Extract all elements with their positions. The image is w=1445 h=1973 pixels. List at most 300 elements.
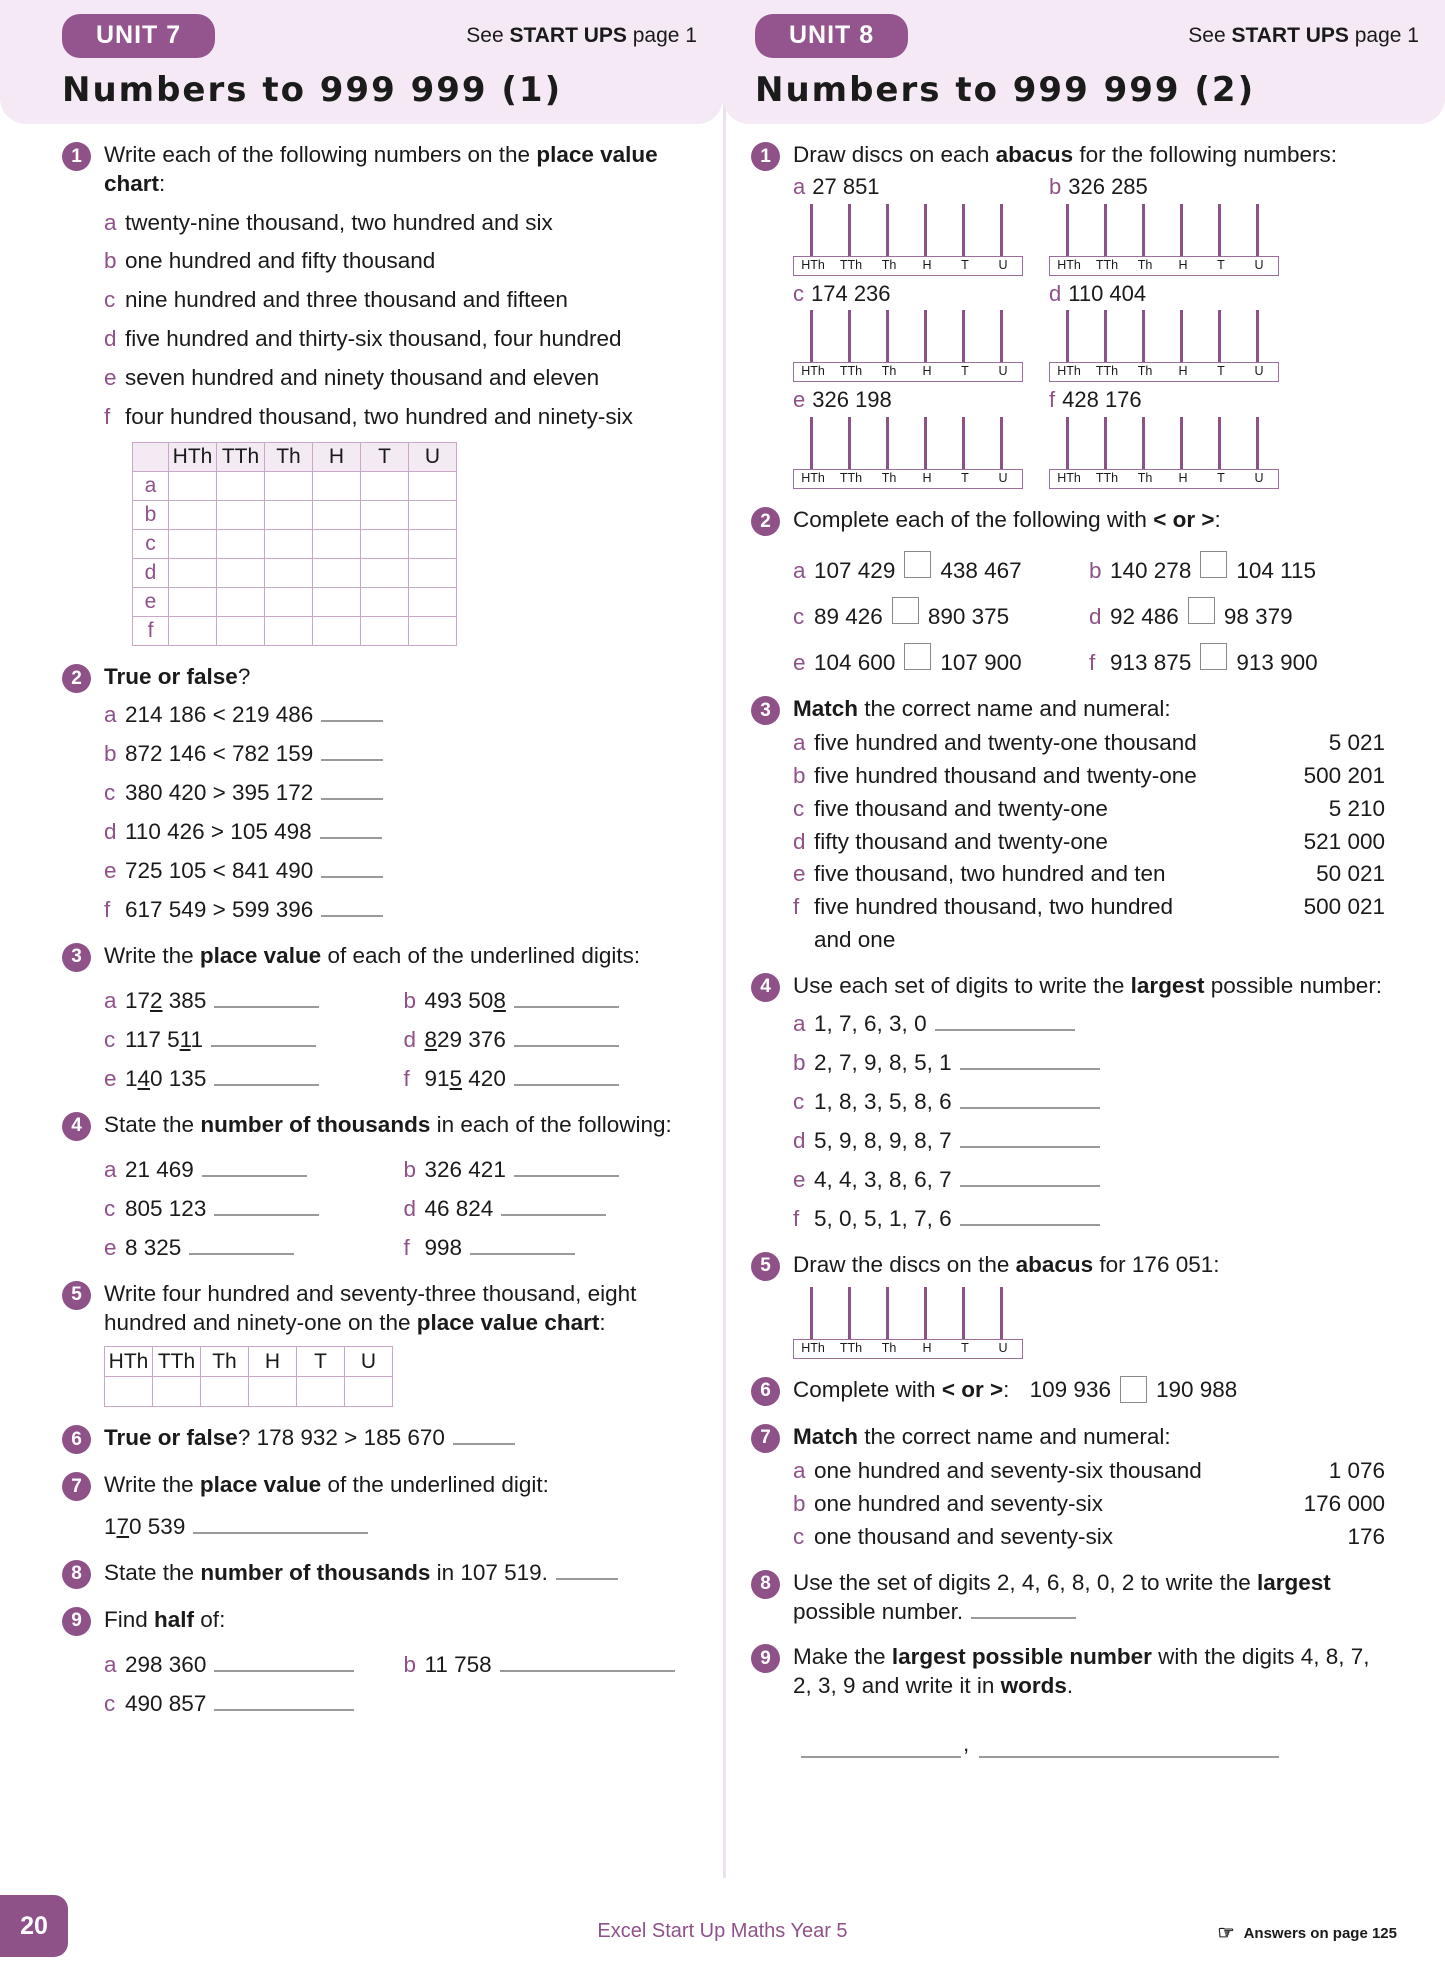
abacus-base-labels: HTh TTh Th H T U: [1049, 362, 1279, 382]
list-item: [793, 1204, 1385, 1234]
compare-left: 104 600: [814, 650, 896, 676]
item-text: seven hundred and ninety thousand and eleven: [125, 365, 600, 391]
item-number: 298 360: [125, 1651, 207, 1677]
answer-blank[interactable]: [214, 1071, 319, 1086]
abacus-base-labels: HTh TTh Th H T U: [793, 362, 1023, 382]
item-text: nine hundred and three thousand and fifteen: [125, 287, 568, 313]
answer-blank[interactable]: [514, 1162, 619, 1177]
answer-cell[interactable]: [345, 1377, 393, 1407]
match-name-text[interactable]: five thousand, two hundred and ten: [814, 861, 1166, 887]
answer-blank[interactable]: [214, 993, 319, 1008]
list-item: [104, 1689, 404, 1719]
q9-right-text: Make the largest possible number with the digits 4, 8, 7, 2, 3, 9 and write it in words.: [793, 1644, 1370, 1699]
question-2-right: [751, 505, 1385, 678]
unit8-badge: UNIT 8: [755, 14, 908, 58]
abacus-diagram[interactable]: [793, 204, 1023, 276]
question-1-left: [62, 140, 703, 646]
question-6-left: [62, 1423, 703, 1454]
answer-blank[interactable]: [202, 1162, 307, 1177]
answer-blank[interactable]: [514, 1071, 619, 1086]
answer-blank[interactable]: [321, 707, 383, 722]
q2-right-items: [793, 540, 1385, 678]
answer-blank[interactable]: [470, 1240, 575, 1255]
answer-blank[interactable]: [320, 824, 382, 839]
compare-left: 913 875: [1110, 650, 1192, 676]
answer-cell[interactable]: [409, 472, 457, 501]
row-label: f: [133, 617, 169, 646]
q4-left-text: State the number of thousands in each of the following:: [104, 1111, 672, 1137]
item-number: 140 135: [125, 1065, 207, 1091]
answer-blank[interactable]: [960, 1211, 1100, 1226]
question-7-right: [751, 1422, 1385, 1552]
item-digits: 4, 4, 3, 8, 6, 7: [814, 1166, 952, 1192]
answer-blank[interactable]: [214, 1657, 354, 1672]
item-number: 326 421: [424, 1157, 506, 1183]
list-item: [1089, 551, 1385, 586]
q7-left-value: [104, 1512, 703, 1542]
answer-blank[interactable]: [514, 993, 619, 1008]
answers-reference: [1218, 1922, 1397, 1945]
list-item: [793, 1165, 1385, 1195]
match-numeral[interactable]: 176: [1347, 1523, 1385, 1549]
answer-cell[interactable]: [361, 472, 409, 501]
list-item: [104, 817, 703, 847]
item-letter: b: [1049, 174, 1062, 200]
item-letter: e: [104, 365, 117, 391]
column-header: U: [345, 1347, 393, 1377]
answer-blank[interactable]: [211, 1032, 316, 1047]
item-text: 725 105 < 841 490: [125, 857, 314, 883]
match-numeral[interactable]: 500 201: [1303, 763, 1385, 789]
answer-cell[interactable]: [105, 1377, 153, 1407]
compare-right: 913 900: [1236, 650, 1318, 676]
question-2-left: [62, 662, 703, 925]
item-letter: c: [104, 1026, 116, 1052]
item-letter: f: [104, 404, 111, 430]
item-letter: b: [403, 988, 417, 1014]
list-item: [404, 1194, 704, 1224]
abacus-base-labels: HTh TTh Th H T U: [1049, 469, 1279, 489]
question-number: 8: [62, 1560, 91, 1589]
match-name-text[interactable]: fifty thousand and twenty-one: [814, 828, 1108, 854]
item-letter: c: [793, 1523, 805, 1549]
item-letter: a: [793, 1011, 806, 1037]
abacus-row-ab: [793, 173, 1385, 276]
answer-cell[interactable]: [361, 617, 409, 646]
list-item-continuation: [793, 926, 1385, 955]
table-row: [105, 1377, 393, 1407]
answer-blank[interactable]: [453, 1430, 515, 1445]
answer-blank[interactable]: [214, 1201, 319, 1216]
answer-cell[interactable]: [313, 530, 361, 559]
answer-cell[interactable]: [169, 617, 217, 646]
comparison-box[interactable]: [892, 597, 919, 624]
q8-left-text: State the number of thousands in 107 519.: [104, 1559, 548, 1585]
list-item: [793, 1048, 1385, 1078]
item-number: 170 539: [104, 1513, 186, 1539]
answer-cell[interactable]: [361, 588, 409, 617]
answer-cell[interactable]: [169, 501, 217, 530]
item-letter: d: [104, 819, 117, 845]
question-3-right: [751, 694, 1385, 955]
match-name-continuation: and one: [814, 927, 896, 953]
answer-blank[interactable]: [214, 1696, 354, 1711]
list-item: [793, 1490, 1385, 1519]
answer-blank[interactable]: [960, 1094, 1100, 1109]
item-text: 872 146 < 782 159: [125, 741, 314, 767]
question-3-left: [62, 941, 703, 1094]
answer-cell[interactable]: [265, 559, 313, 588]
answer-cell[interactable]: [169, 530, 217, 559]
item-letter: a: [793, 558, 806, 584]
abacus-rods: [793, 1287, 1023, 1339]
item-digits: 1, 7, 6, 3, 0: [814, 1011, 927, 1037]
list-item: [104, 895, 703, 925]
answer-blank[interactable]: [500, 1657, 675, 1672]
q3-left-items: [104, 977, 703, 1094]
q6-left-text: True or false? 178 932 > 185 670: [104, 1425, 445, 1451]
item-letter: b: [1089, 558, 1102, 584]
comparison-box[interactable]: [1188, 597, 1215, 624]
answer-cell[interactable]: [409, 588, 457, 617]
item-letter: c: [793, 795, 805, 821]
item-number: 110 404: [1068, 280, 1147, 306]
match-name-text[interactable]: five hundred thousand and twenty-one: [814, 763, 1197, 789]
item-letter: e: [793, 387, 806, 413]
match-numeral[interactable]: 521 000: [1303, 828, 1385, 854]
row-label: d: [133, 559, 169, 588]
compare-right: 107 900: [940, 650, 1022, 676]
list-item: [404, 1064, 704, 1094]
compare-right: 104 115: [1236, 558, 1317, 584]
answer-cell[interactable]: [265, 501, 313, 530]
question-number: 8: [751, 1570, 780, 1599]
q2-left-items: [104, 700, 703, 925]
q5-right-text: Draw the discs on the abacus for 176 051:: [793, 1251, 1220, 1277]
abacus-base-labels: HTh TTh Th H T U: [793, 469, 1023, 489]
match-numeral[interactable]: 500 021: [1303, 894, 1385, 920]
abacus-item-b: [1049, 173, 1279, 276]
match-numeral[interactable]: 50 021: [1316, 861, 1385, 887]
list-item: [104, 700, 703, 730]
item-letter: a: [104, 988, 117, 1014]
item-letter: b: [403, 1651, 417, 1677]
abacus-rods: [793, 417, 1023, 469]
answer-blank[interactable]: [501, 1201, 606, 1216]
q1-left-items: [104, 208, 703, 433]
q4-right-items: [793, 1009, 1385, 1234]
question-9-left: [62, 1605, 703, 1719]
item-digits: 5, 9, 8, 9, 8, 7: [814, 1127, 952, 1153]
match-numeral[interactable]: 5 021: [1328, 730, 1385, 756]
answer-cell[interactable]: [201, 1377, 249, 1407]
q7-right-match-list: [793, 1457, 1385, 1551]
match-name-text[interactable]: one hundred and seventy-six: [814, 1490, 1103, 1516]
item-letter: b: [793, 1050, 806, 1076]
abacus-diagram[interactable]: [793, 417, 1023, 489]
list-item: [793, 1126, 1385, 1156]
answer-cell[interactable]: [361, 559, 409, 588]
list-item: [793, 893, 1385, 922]
answer-cell[interactable]: [409, 617, 457, 646]
list-item: [793, 828, 1385, 857]
item-letter: d: [104, 326, 117, 352]
answer-cell[interactable]: [217, 617, 265, 646]
question-number: 5: [751, 1252, 780, 1281]
answer-blank[interactable]: [971, 1604, 1076, 1619]
answer-cell[interactable]: [217, 588, 265, 617]
list-item: [104, 1194, 404, 1224]
comparison-box[interactable]: [1200, 551, 1227, 578]
item-letter: b: [793, 1490, 806, 1516]
answer-blank[interactable]: [960, 1172, 1100, 1187]
item-letter: d: [403, 1026, 417, 1052]
comparison-box[interactable]: [1200, 643, 1227, 670]
match-name-text[interactable]: one hundred and seventy-six thousand: [814, 1458, 1202, 1484]
underlined-digit: 4: [137, 1065, 151, 1091]
item-digits: 1, 8, 3, 5, 8, 6: [814, 1088, 952, 1114]
answer-blank[interactable]: [189, 1240, 294, 1255]
comparison-box[interactable]: [904, 551, 931, 578]
answer-cell[interactable]: [169, 472, 217, 501]
table-row: [133, 617, 457, 646]
item-number: 21 469: [125, 1157, 194, 1183]
unit7-badge: UNIT 7: [62, 14, 215, 58]
column-header: TTh: [153, 1347, 201, 1377]
question-number: 1: [751, 142, 780, 171]
compare-left: 92 486: [1110, 604, 1179, 630]
answer-cell[interactable]: [361, 501, 409, 530]
answer-blank[interactable]: [321, 902, 383, 917]
answer-cell[interactable]: [265, 588, 313, 617]
answer-cell[interactable]: [313, 501, 361, 530]
right-column-unit8: [723, 0, 1445, 1880]
row-label: c: [133, 530, 169, 559]
answer-blank[interactable]: [801, 1743, 961, 1758]
table-row: [133, 472, 457, 501]
list-item: [104, 1155, 404, 1185]
q4-right-text: Use each set of digits to write the largest possible number:: [793, 972, 1383, 998]
item-letter: b: [403, 1157, 417, 1183]
item-letter: a: [104, 209, 117, 235]
table-row: [133, 530, 457, 559]
table-row: [133, 501, 457, 530]
item-letter: c: [104, 780, 116, 806]
item-number: 172 385: [125, 988, 207, 1014]
item-letter: f: [1049, 387, 1056, 413]
list-item: [104, 324, 703, 354]
item-text: one hundred and fifty thousand: [125, 248, 436, 274]
q7-left-text: Write the place value of the underlined digit:: [104, 1472, 549, 1498]
item-letter: c: [104, 1196, 116, 1221]
match-name-text[interactable]: five thousand and twenty-one: [814, 795, 1108, 821]
abacus-rods: [793, 204, 1023, 256]
match-name-text[interactable]: five hundred thousand, two hundred: [814, 894, 1174, 920]
answer-blank[interactable]: [935, 1016, 1075, 1031]
place-value-chart-q1[interactable]: [132, 442, 457, 646]
list-item: [793, 795, 1385, 824]
item-number: 8 325: [125, 1234, 182, 1260]
abacus-row-cd: [793, 280, 1385, 383]
item-letter: e: [793, 861, 806, 887]
question-number: 3: [62, 943, 91, 972]
answer-cell[interactable]: [313, 559, 361, 588]
abacus-item-d: [1049, 280, 1279, 383]
list-item: [793, 1087, 1385, 1117]
answer-blank[interactable]: [979, 1743, 1279, 1758]
comparison-box[interactable]: [904, 643, 931, 670]
unit7-see-startups: See START UPS page 1: [466, 24, 697, 47]
column-header: H: [249, 1347, 297, 1377]
question-number: 3: [751, 696, 780, 725]
question-number: 6: [751, 1377, 780, 1406]
compare-right: 190 988: [1155, 1376, 1238, 1402]
answer-blank[interactable]: [960, 1133, 1100, 1148]
answer-cell[interactable]: [313, 617, 361, 646]
answer-blank[interactable]: [193, 1519, 368, 1534]
answer-cell[interactable]: [217, 501, 265, 530]
abacus-diagram-q5[interactable]: [793, 1287, 1023, 1359]
item-letter: c: [104, 287, 116, 313]
answer-cell[interactable]: [313, 472, 361, 501]
q3-right-text: Match the correct name and numeral:: [793, 696, 1171, 722]
compare-left: 109 936: [1029, 1376, 1111, 1402]
match-name-text[interactable]: five hundred and twenty-one thousand: [814, 730, 1197, 756]
question-number: 9: [62, 1607, 91, 1636]
q8-right-text: Use the set of digits 2, 4, 6, 8, 0, 2 to write the largest possible number.: [793, 1569, 1331, 1624]
answer-cell[interactable]: [217, 530, 265, 559]
underlined-digit: 8: [424, 1026, 438, 1052]
answer-cell[interactable]: [409, 559, 457, 588]
list-item: [104, 1025, 404, 1055]
answer-cell[interactable]: [361, 530, 409, 559]
compare-right: 890 375: [927, 604, 1010, 630]
answer-cell[interactable]: [313, 588, 361, 617]
list-item: [793, 551, 1089, 586]
item-letter: f: [403, 1234, 410, 1260]
abacus-diagram[interactable]: [793, 310, 1023, 382]
q9-right-answer-lines: ,: [793, 1729, 1385, 1758]
answer-cell[interactable]: [169, 559, 217, 588]
underlined-digit: 5: [449, 1065, 463, 1091]
item-letter: b: [793, 763, 806, 789]
match-numeral[interactable]: 1 076: [1328, 1458, 1385, 1484]
list-item: [1089, 643, 1385, 678]
q9-left-text: Find half of:: [104, 1606, 226, 1632]
question-number: 2: [62, 664, 91, 693]
list-item: [404, 1025, 704, 1055]
abacus-item-c: [793, 280, 1023, 383]
list-item: [104, 1233, 404, 1263]
list-item: [104, 739, 703, 769]
list-item: [104, 1064, 404, 1094]
answer-cell[interactable]: [409, 501, 457, 530]
answer-cell[interactable]: [169, 588, 217, 617]
underlined-digit: 2: [150, 988, 163, 1014]
column-header: H: [313, 443, 361, 472]
item-number: 998: [424, 1234, 463, 1260]
q1-right-text: Draw discs on each abacus for the following numbers:: [793, 142, 1338, 167]
match-name-text[interactable]: one thousand and seventy-six: [814, 1523, 1113, 1549]
answer-cell[interactable]: [153, 1377, 201, 1407]
match-numeral[interactable]: 5 210: [1328, 795, 1385, 821]
answer-blank[interactable]: [556, 1565, 618, 1580]
answer-blank[interactable]: [321, 785, 383, 800]
answer-cell[interactable]: [217, 559, 265, 588]
book-title-footer: Excel Start Up Maths Year 5: [597, 1920, 848, 1942]
abacus-item-e: [793, 386, 1023, 489]
answer-blank[interactable]: [514, 1032, 619, 1047]
list-item: [104, 285, 703, 315]
answer-blank[interactable]: [321, 863, 383, 878]
answer-cell[interactable]: [409, 530, 457, 559]
unit7-header: [0, 0, 723, 124]
q1-left-text: Write each of the following numbers on the place value chart:: [104, 142, 658, 197]
answer-cell[interactable]: [217, 472, 265, 501]
unit7-title: Numbers to 999 999 (1): [62, 70, 563, 110]
item-text: four hundred thousand, two hundred and ninety-six: [125, 404, 633, 430]
column-header: TTh: [217, 443, 265, 472]
question-number: 6: [62, 1425, 91, 1454]
compare-left: 89 426: [814, 604, 883, 630]
question-4-left: [62, 1110, 703, 1263]
answer-cell[interactable]: [297, 1377, 345, 1407]
answer-cell[interactable]: [265, 617, 313, 646]
column-header: HTh: [169, 443, 217, 472]
answer-cell[interactable]: [265, 472, 313, 501]
abacus-diagram[interactable]: [1049, 417, 1279, 489]
list-item: [104, 1650, 404, 1680]
unit8-title: Numbers to 999 999 (2): [755, 70, 1256, 110]
item-number: 174 236: [811, 280, 891, 306]
answer-blank[interactable]: [960, 1055, 1100, 1070]
item-text: 617 549 > 599 396: [125, 896, 314, 922]
abacus-rods: [1049, 417, 1279, 469]
list-item: [793, 1457, 1385, 1486]
match-numeral[interactable]: 176 000: [1303, 1490, 1385, 1516]
row-label: e: [133, 588, 169, 617]
answer-cell[interactable]: [265, 530, 313, 559]
list-item: [404, 986, 704, 1016]
q3-left-text: Write the place value of each of the underlined digits:: [104, 942, 641, 968]
list-item: [104, 208, 703, 238]
question-number: 2: [751, 507, 780, 536]
q6-right-text: Complete with < or >:: [793, 1376, 1010, 1402]
abacus-diagram[interactable]: [1049, 204, 1279, 276]
answer-blank[interactable]: [321, 746, 383, 761]
compare-left: 140 278: [1110, 558, 1192, 584]
item-number: 11 758: [424, 1651, 492, 1677]
abacus-diagram[interactable]: [1049, 310, 1279, 382]
list-item: [793, 643, 1089, 678]
item-letter: f: [1089, 650, 1096, 676]
answers-text: Answers on page 125: [1243, 1925, 1397, 1942]
question-1-right: [751, 140, 1385, 489]
list-item: [793, 1523, 1385, 1552]
item-letter: e: [104, 1065, 117, 1091]
abacus-item-a: [793, 173, 1023, 276]
table-corner-cell: [133, 443, 169, 472]
question-number: 4: [751, 973, 780, 1002]
abacus-rods: [793, 310, 1023, 362]
comparison-box[interactable]: [1120, 1376, 1147, 1403]
list-item: [104, 402, 703, 432]
answer-cell[interactable]: [249, 1377, 297, 1407]
place-value-chart-q5[interactable]: [104, 1346, 393, 1407]
table-row: [133, 588, 457, 617]
item-digits: 5, 0, 5, 1, 7, 6: [814, 1205, 952, 1231]
item-number: 46 824: [424, 1196, 494, 1221]
